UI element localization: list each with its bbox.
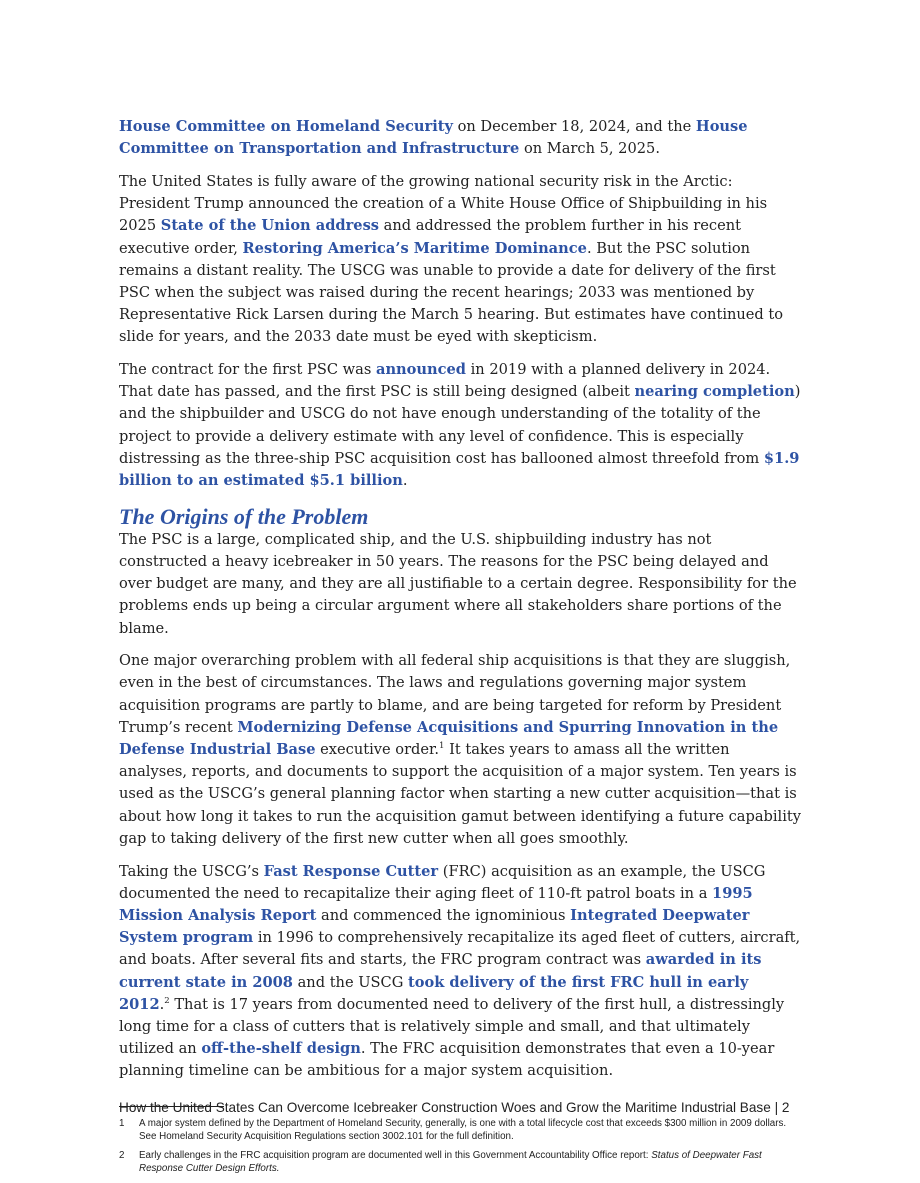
link-cost-estimate[interactable]: $1.9 billion to an estimated $5.1 billion [119, 449, 800, 490]
text: . The FRC acquisition demonstrates that even a 10-year planning timeline can be ambitious for a major system acquisition. [119, 1040, 775, 1080]
text: and the USCG [292, 973, 408, 991]
paragraph-arctic-risk [119, 171, 802, 349]
text: The PSC is a large, complicated ship, and the U.S. shipbuilding industry has not constructed a heavy icebreaker in 50 years. The reasons for the PSC being delayed and over budget are many, and they are all justifiable to a certain degree. Responsibility for the problems ends up being a circular argument where all stakeholders share portions of the blame. [119, 530, 797, 637]
text: . [402, 472, 408, 490]
footnote-ref-2[interactable]: 2 [164, 995, 170, 1006]
text: Taking the USCG’s [119, 862, 264, 880]
text: in 1996 to comprehensively recapitalize its aged fleet of cutters, aircraft, and boats. After several fits and starts, the FRC program contract was [119, 929, 801, 969]
document-body [119, 116, 802, 1181]
link-fast-response-cutter[interactable]: Fast Response Cutter [263, 862, 439, 880]
paragraph-acquisitions-sluggish [119, 650, 802, 850]
footnote-number: 2 [119, 1149, 125, 1161]
text: One major overarching problem with all federal ship acquisitions is that they are sluggish, even in the best of circumstances. The laws and regulations governing major system acquisition programs are partly to blame, and are being targeted for reform by President Trump’s recent [119, 652, 791, 736]
footnote-report-title: Status of Deepwater Fast Response Cutter Design Efforts. [139, 1149, 762, 1175]
page-number: 2 [781, 1100, 790, 1115]
text: That is 17 years from documented need to delivery of the first hull, a distressingly long time for a class of cutters that is relatively simple and small, and that ultimately utilized an [119, 995, 785, 1058]
link-took-delivery-2012[interactable]: took delivery of the first FRC hull in early 2012 [119, 973, 749, 1013]
link-off-the-shelf-design[interactable]: off-the-shelf design [201, 1040, 361, 1058]
footnote-1 [119, 1117, 802, 1144]
link-restoring-maritime-dominance[interactable]: Restoring America’s Maritime Dominance [242, 239, 587, 257]
paragraph-hearings [119, 116, 802, 160]
footer-separator: | [770, 1100, 782, 1115]
link-announced[interactable]: announced [375, 361, 466, 379]
text: The United States is fully aware of the growing national security risk in the Arctic: President Trump announced the creation of a White House Office of Shipbuilding in his 2025 [119, 172, 768, 235]
text: (FRC) acquisition as an example, the USCG documented the need to recapitalize their aging fleet of 110-ft patrol boats in a [119, 862, 766, 902]
link-awarded-2008[interactable]: awarded in its current state in 2008 [119, 951, 762, 991]
text: and commenced the ignominious [316, 907, 571, 924]
paragraph-frc-example [119, 861, 802, 1083]
link-integrated-deepwater-system[interactable]: Integrated Deepwater System program [119, 907, 750, 947]
text: . [159, 995, 165, 1013]
link-modernizing-defense-acquisitions[interactable]: Modernizing Defense Acquisitions and Spurring Innovation in the Defense Industrial Base [119, 718, 779, 759]
footnote-ref-1[interactable]: 1 [439, 741, 445, 752]
section-heading: The Origins of the Problem [119, 503, 369, 529]
text: The contract for the first PSC was [119, 361, 376, 379]
link-state-of-the-union[interactable]: State of the Union address [160, 217, 380, 235]
paragraph-psc-contract [119, 359, 802, 492]
footer-title: How the United States Can Overcome Icebreaker Construction Woes and Grow the Maritime Industrial Base [119, 1100, 771, 1115]
text: It takes years to amass all the written analyses, reports, and documents to support the acquisition of a major system. Ten years is used as the USCG’s general planning factor when starting a new cutter acquisition—that is about how long it takes to run the acquisition gamut between identifying a future capability gap to taking delivery of the first new cutter when all goes smoothly. [119, 741, 801, 847]
footnote-2 [119, 1149, 802, 1176]
footnote-number: 1 [119, 1117, 125, 1129]
text: ) and the shipbuilder and USCG do not have enough understanding of the totality of the project to provide a delivery estimate with any level of confidence. This is especially distressing as the three-ship PSC acquisition cost has ballooned almost threefold from [119, 383, 801, 467]
text: on March 5, 2025. [519, 140, 660, 158]
text: and addressed the problem further in his recent executive order, [119, 217, 741, 257]
text: in 2019 with a planned delivery in 2024. That date has passed, and the first PSC is still being designed (albeit [119, 361, 771, 401]
link-house-committee-transportation[interactable]: House Committee on Transportation and Infrastructure [119, 118, 748, 158]
text: executive order. [315, 741, 440, 759]
footnote-text-body: Early challenges in the FRC acquisition program are documented well in this Government Accountability Office report: [139, 1149, 652, 1161]
text: . But the PSC solution remains a distant reality. The USCG was unable to provide a date for delivery of the first PSC when the subject was raised during the recent hearings; 2033 was mentioned by Representative Rick Larsen during the March 5 hearing. But estimates have continued to slide for years, and the 2033 date must be eyed with skepticism. [119, 239, 784, 346]
footnote-text: A major system defined by the Department of Homeland Security, generally, is one with a total lifecycle cost that exceeds $300 million in 2009 dollars. See Homeland Security Acquisition Regulations section 3002.101 for the full definition. [139, 1117, 787, 1143]
footnote-text [139, 1149, 802, 1176]
link-nearing-completion[interactable]: nearing completion [634, 383, 795, 401]
link-mission-analysis-report[interactable]: 1995 Mission Analysis Report [119, 884, 753, 924]
link-house-committee-homeland-security[interactable]: House Committee on Homeland Security [119, 118, 453, 135]
text: on December 18, 2024, and the [452, 118, 696, 135]
page-footer [119, 1099, 802, 1117]
paragraph-psc-complicated [119, 529, 802, 640]
